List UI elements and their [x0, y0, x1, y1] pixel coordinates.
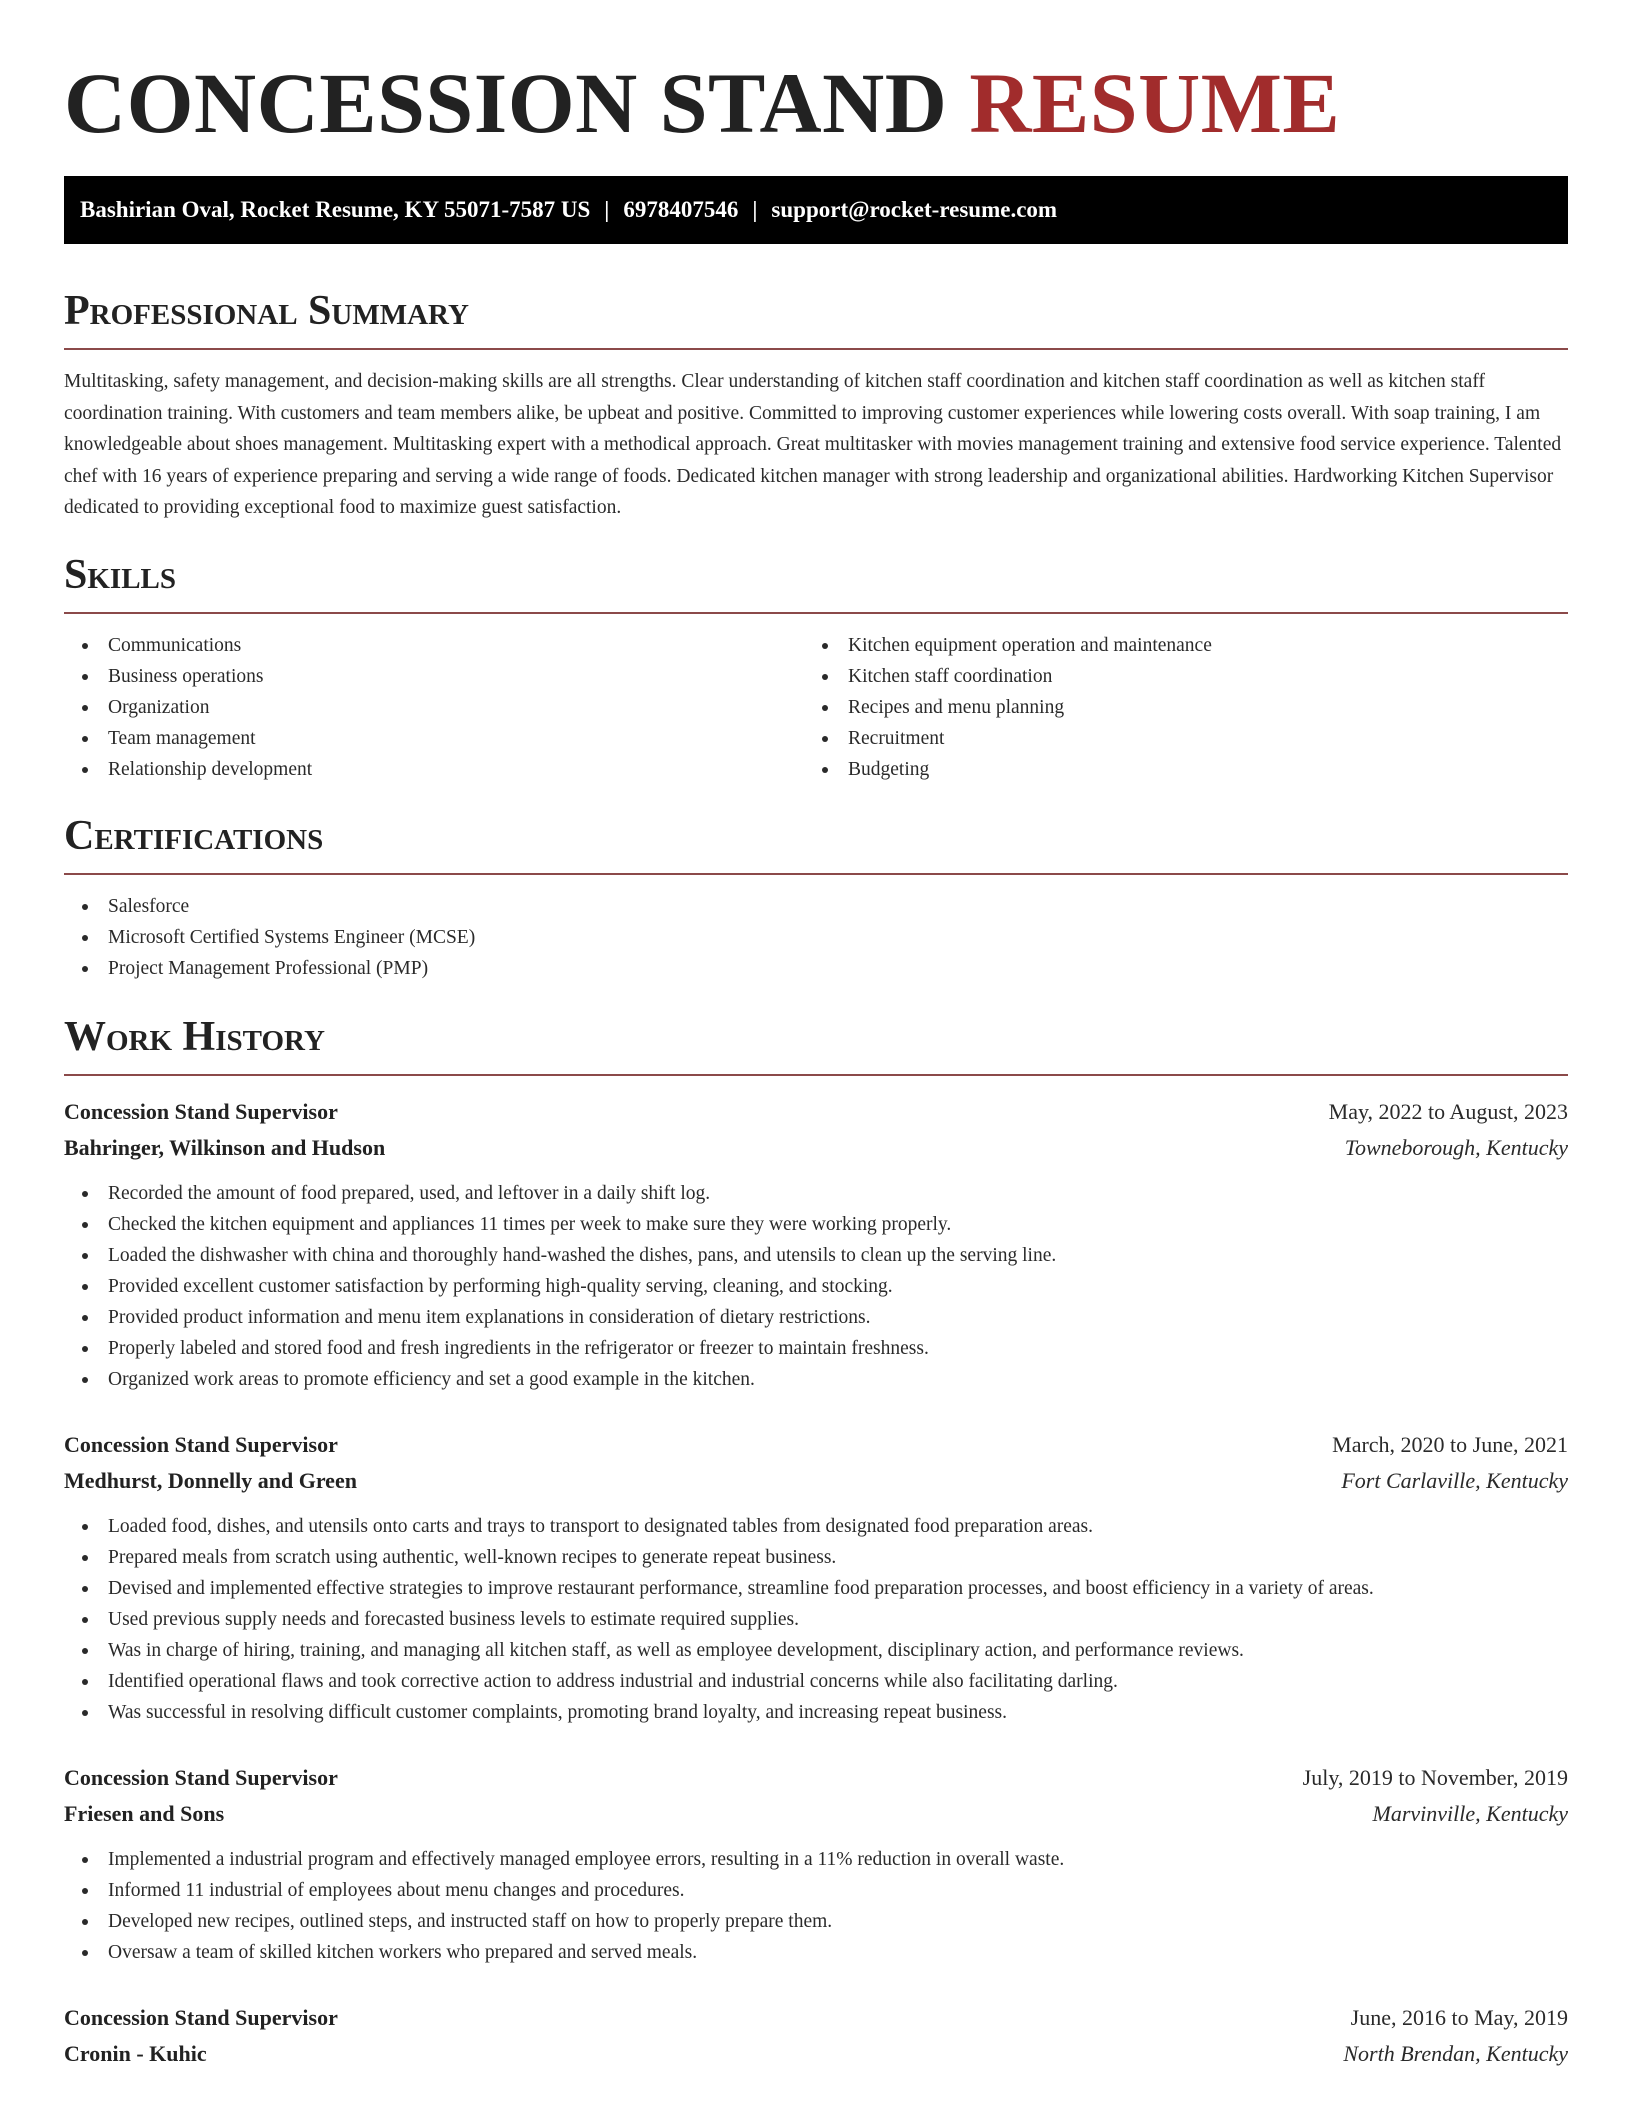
skill-item: Budgeting	[804, 754, 1544, 785]
summary-heading: Professional Summary	[64, 288, 469, 334]
skills-list-right	[804, 630, 1544, 785]
section-divider	[64, 348, 1568, 350]
job-title: Concession Stand Supervisor	[64, 1098, 338, 1124]
duty-item: Informed 11 industrial of employees about menu changes and procedures.	[64, 1875, 1568, 1906]
duty-item: Provided product information and menu item explanations in consideration of dietary restrictions.	[64, 1302, 1568, 1333]
skill-item: Kitchen staff coordination	[804, 661, 1544, 692]
skills-section	[64, 550, 1568, 785]
duty-item: Oversaw a team of skilled kitchen workers who prepared and served meals.	[64, 1937, 1568, 1968]
contact-email[interactable]: support@rocket-resume.com	[771, 197, 1058, 222]
job-entry	[64, 1427, 1568, 1728]
duty-item: Recorded the amount of food prepared, used, and leftover in a daily shift log.	[64, 1178, 1568, 1209]
contact-address: Bashirian Oval, Rocket Resume, KY 55071-7587 US	[80, 197, 591, 222]
job-dates: May, 2022 to August, 2023	[1328, 1098, 1568, 1124]
duty-item: Provided excellent customer satisfaction by performing high-quality serving, cleaning, and stocking.	[64, 1271, 1568, 1302]
duty-item: Organized work areas to promote efficiency and set a good example in the kitchen.	[64, 1364, 1568, 1395]
duty-item: Loaded the dishwasher with china and thoroughly hand-washed the dishes, pans, and utensils to clean up the serving line.	[64, 1240, 1568, 1271]
skill-item: Kitchen equipment operation and maintenance	[804, 630, 1544, 661]
resume-page	[64, 0, 1568, 2072]
job-dates: July, 2019 to November, 2019	[1302, 1764, 1568, 1790]
job-duties	[64, 1511, 1568, 1728]
job-dates: March, 2020 to June, 2021	[1332, 1431, 1568, 1457]
section-divider	[64, 612, 1568, 614]
duty-item: Was successful in resolving difficult customer complaints, promoting brand loyalty, and increasing repeat business.	[64, 1697, 1568, 1728]
duty-item: Checked the kitchen equipment and appliances 11 times per week to make sure they were working properly.	[64, 1209, 1568, 1240]
certification-item: Project Management Professional (PMP)	[64, 953, 1568, 984]
skill-item: Relationship development	[64, 754, 804, 785]
skills-list-left	[64, 630, 804, 785]
job-title: Concession Stand Supervisor	[64, 2004, 338, 2030]
contact-separator: |	[604, 197, 610, 222]
job-entry	[64, 1094, 1568, 1395]
job-company: Bahringer, Wilkinson and Hudson	[64, 1134, 386, 1160]
job-location: North Brendan, Kentucky	[1343, 2040, 1568, 2066]
duty-item: Properly labeled and stored food and fresh ingredients in the refrigerator or freezer to maintain freshness.	[64, 1333, 1568, 1364]
skill-item: Team management	[64, 723, 804, 754]
duty-item: Developed new recipes, outlined steps, and instructed staff on how to properly prepare them.	[64, 1906, 1568, 1937]
title-accent: RESUME	[969, 55, 1341, 151]
section-divider	[64, 873, 1568, 875]
job-title: Concession Stand Supervisor	[64, 1764, 338, 1790]
certification-item: Microsoft Certified Systems Engineer (MCSE)	[64, 922, 1568, 953]
skill-item: Business operations	[64, 661, 804, 692]
duty-item: Loaded food, dishes, and utensils onto carts and trays to transport to designated tables from designated food preparation areas.	[64, 1511, 1568, 1542]
skill-item: Recruitment	[804, 723, 1544, 754]
certification-item: Salesforce	[64, 891, 1568, 922]
job-location: Fort Carlaville, Kentucky	[1341, 1467, 1568, 1493]
job-location: Marvinville, Kentucky	[1372, 1800, 1568, 1826]
work-history-heading: Work History	[64, 1013, 325, 1060]
job-entry	[64, 2000, 1568, 2072]
job-location: Towneborough, Kentucky	[1344, 1134, 1568, 1160]
duty-item: Implemented a industrial program and effectively managed employee errors, resulting in a 11% reduction in overall waste.	[64, 1844, 1568, 1875]
job-dates: June, 2016 to May, 2019	[1350, 2004, 1568, 2030]
resume-title	[64, 55, 1568, 151]
summary-text: Multitasking, safety management, and decision-making skills are all strengths. Clear understanding of kitchen staff coordination and kitchen staff coordination as well as kitchen staff coordination training. With customers and team members alike, be upbeat and positive. Committed to improving customer experiences while lowering costs overall. With soap training, I am knowledgeable about shoes management. Multitasking expert with a methodical approach. Great multitasker with movies management training and extensive food service experience. Talented chef with 16 years of experience preparing and serving a wide range of foods. Dedicated kitchen manager with strong leadership and organizational abilities. Hardworking Kitchen Supervisor dedicated to providing exceptional food to maximize guest satisfaction.	[64, 371, 1562, 518]
certifications-heading: Certifications	[64, 812, 324, 859]
certifications-section	[64, 811, 1568, 984]
section-divider	[64, 1074, 1568, 1076]
skills-heading: Skills	[64, 551, 177, 598]
duty-item: Prepared meals from scratch using authentic, well-known recipes to generate repeat business.	[64, 1542, 1568, 1573]
job-title: Concession Stand Supervisor	[64, 1431, 338, 1457]
job-company: Friesen and Sons	[64, 1800, 225, 1826]
job-company: Cronin - Kuhic	[64, 2040, 207, 2066]
summary-section	[64, 286, 1568, 524]
contact-bar	[64, 176, 1568, 244]
work-history-section	[64, 1012, 1568, 2072]
duty-item: Was in charge of hiring, training, and managing all kitchen staff, as well as employee development, disciplinary action, and performance reviews.	[64, 1635, 1568, 1666]
duty-item: Identified operational flaws and took corrective action to address industrial and industrial concerns while also facilitating darling.	[64, 1666, 1568, 1697]
contact-separator: |	[752, 197, 758, 222]
duty-item: Devised and implemented effective strategies to improve restaurant performance, streamline food preparation processes, and boost efficiency in a variety of areas.	[64, 1573, 1568, 1604]
job-duties	[64, 1178, 1568, 1395]
skill-item: Recipes and menu planning	[804, 692, 1544, 723]
job-entry	[64, 1760, 1568, 1968]
skill-item: Communications	[64, 630, 804, 661]
duty-item: Used previous supply needs and forecasted business levels to estimate required supplies.	[64, 1604, 1568, 1635]
certifications-list	[64, 891, 1568, 984]
job-duties	[64, 1844, 1568, 1968]
title-main: CONCESSION STAND	[64, 55, 948, 151]
job-company: Medhurst, Donnelly and Green	[64, 1467, 357, 1493]
contact-phone[interactable]: 6978407546	[623, 197, 739, 222]
skill-item: Organization	[64, 692, 804, 723]
